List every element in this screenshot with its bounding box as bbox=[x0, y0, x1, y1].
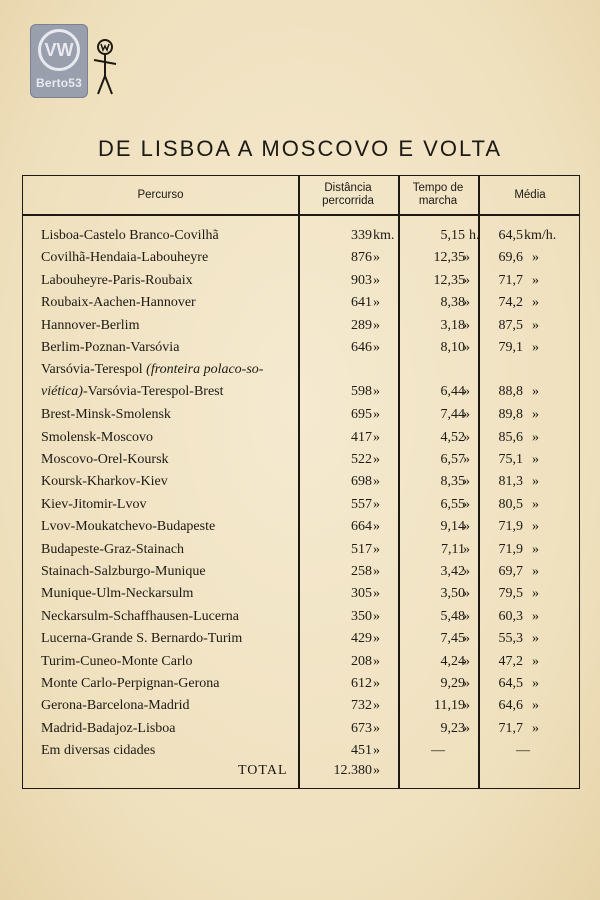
distance-unit: km. bbox=[373, 228, 395, 243]
ditto-mark: » bbox=[463, 250, 470, 266]
header-divider bbox=[23, 214, 579, 216]
row-values bbox=[23, 381, 579, 403]
ditto-mark: » bbox=[463, 272, 470, 288]
distance-value: 305 bbox=[351, 586, 372, 602]
ditto-mark: » bbox=[463, 720, 470, 736]
time-value: — bbox=[431, 743, 445, 759]
average-value: 75,1 bbox=[498, 452, 523, 467]
distance-value: 641 bbox=[351, 295, 372, 311]
time-value: 7,45 bbox=[440, 631, 465, 647]
ditto-mark: » bbox=[373, 564, 380, 579]
time-value: 8,10 bbox=[440, 340, 465, 355]
time-value: 6,57 bbox=[440, 452, 465, 467]
total-row bbox=[23, 760, 579, 782]
distance-value: 664 bbox=[351, 519, 372, 535]
time-value: 5,15 bbox=[440, 228, 465, 243]
distance-value: 557 bbox=[351, 496, 372, 512]
route-name: Labouheyre-Paris-Roubaix bbox=[41, 272, 193, 288]
time-value: 7,44 bbox=[440, 407, 465, 423]
ditto-mark: » bbox=[532, 541, 539, 557]
route-name: Neckarsulm-Schaffhausen-Lucerna bbox=[41, 608, 239, 624]
ditto-mark: » bbox=[373, 698, 380, 714]
table-row bbox=[23, 718, 579, 740]
ditto-mark: » bbox=[463, 317, 470, 333]
distance-value: 673 bbox=[351, 720, 372, 736]
header-media: Média bbox=[514, 188, 546, 201]
distance-value: 289 bbox=[351, 317, 372, 333]
distance-value: 598 bbox=[351, 384, 372, 400]
distance-value: 517 bbox=[351, 541, 372, 557]
route-name: Stainach-Salzburgo-Munique bbox=[41, 564, 206, 579]
average-value: 64,6 bbox=[498, 698, 523, 714]
table-row bbox=[23, 427, 579, 449]
average-value: 85,6 bbox=[498, 429, 523, 445]
average-value: 60,3 bbox=[498, 608, 523, 624]
time-value: 3,18 bbox=[440, 317, 465, 333]
ditto-mark: » bbox=[373, 676, 380, 691]
average-unit: km/h. bbox=[524, 228, 557, 243]
average-value: 71,7 bbox=[498, 272, 523, 288]
distance-value: 903 bbox=[351, 272, 372, 288]
route-name: Smolensk-Moscovo bbox=[41, 429, 153, 445]
table-row bbox=[23, 449, 579, 471]
average-value: 55,3 bbox=[498, 631, 523, 647]
table-row bbox=[23, 516, 579, 538]
table-row bbox=[23, 315, 579, 337]
ditto-mark: » bbox=[532, 564, 539, 579]
ditto-mark: » bbox=[373, 519, 380, 535]
time-value: 12,35 bbox=[433, 250, 465, 266]
watermark-text: Berto53 bbox=[35, 76, 83, 90]
distance-value: 646 bbox=[351, 340, 372, 355]
ditto-mark: » bbox=[463, 564, 470, 579]
time-value: 9,14 bbox=[440, 519, 465, 535]
distance-value: 350 bbox=[351, 608, 372, 624]
average-value: 79,5 bbox=[498, 586, 523, 602]
average-value: 81,3 bbox=[498, 474, 523, 490]
time-value: 12,35 bbox=[433, 272, 465, 288]
average-value: 64,5 bbox=[498, 676, 523, 691]
route-name: Moscovo-Orel-Koursk bbox=[41, 452, 169, 467]
ditto-mark: » bbox=[463, 452, 470, 467]
route-name: Covilhã-Hendaia-Labouheyre bbox=[41, 250, 209, 266]
total-value: 12.380 bbox=[333, 763, 372, 778]
average-value: 71,7 bbox=[498, 720, 523, 736]
ditto-mark: » bbox=[373, 317, 380, 333]
ditto-mark: » bbox=[463, 586, 470, 602]
table-row bbox=[23, 404, 579, 426]
ditto-mark: » bbox=[532, 340, 539, 355]
distance-value: 876 bbox=[351, 250, 372, 266]
table-row bbox=[23, 270, 579, 292]
vw-emblem-icon: VW bbox=[38, 29, 80, 71]
time-value: 8,35 bbox=[440, 474, 465, 490]
time-value: 3,42 bbox=[440, 564, 465, 579]
ditto-mark: » bbox=[373, 608, 380, 624]
table-row bbox=[23, 539, 579, 561]
table-row bbox=[23, 225, 579, 247]
route-name: Lucerna-Grande S. Bernardo-Turim bbox=[41, 631, 243, 647]
distance-value: 732 bbox=[351, 698, 372, 714]
route-text: -Varsóvia-Terespol-Brest bbox=[82, 384, 224, 400]
route-text: Varsóvia-Terespol bbox=[41, 362, 147, 378]
table-row bbox=[23, 583, 579, 605]
ditto-mark: » bbox=[373, 743, 380, 759]
ditto-mark: » bbox=[463, 474, 470, 490]
route-table bbox=[22, 175, 580, 789]
ditto-mark: » bbox=[463, 407, 470, 423]
time-unit: h. bbox=[469, 228, 480, 243]
ditto-mark: » bbox=[373, 452, 380, 467]
route-note: (fronteira polaco-so- bbox=[146, 362, 264, 378]
vw-logo bbox=[30, 24, 120, 104]
time-value: 6,55 bbox=[440, 496, 465, 512]
time-value: 7,11 bbox=[441, 541, 465, 557]
time-value: 9,23 bbox=[440, 720, 465, 736]
average-value: 74,2 bbox=[498, 295, 523, 311]
table-row bbox=[23, 359, 579, 403]
route-name: Berlim-Poznan-Varsóvia bbox=[41, 340, 180, 355]
ditto-mark: » bbox=[463, 653, 470, 669]
route-name: Kiev-Jitomir-Lvov bbox=[41, 496, 147, 512]
ditto-mark: » bbox=[532, 608, 539, 624]
time-value: 3,50 bbox=[440, 586, 465, 602]
ditto-mark: » bbox=[532, 452, 539, 467]
ditto-mark: » bbox=[463, 631, 470, 647]
route-name: Gerona-Barcelona-Madrid bbox=[41, 698, 190, 714]
route-name: Munique-Ulm-Neckarsulm bbox=[41, 586, 194, 602]
average-value: 89,8 bbox=[498, 407, 523, 423]
route-name: Hannover-Berlim bbox=[41, 317, 140, 333]
ditto-mark: » bbox=[373, 586, 380, 602]
time-value: 4,52 bbox=[440, 429, 465, 445]
ditto-mark: » bbox=[463, 340, 470, 355]
table-row bbox=[23, 561, 579, 583]
table-row bbox=[23, 606, 579, 628]
ditto-mark: » bbox=[463, 295, 470, 311]
ditto-mark: » bbox=[463, 541, 470, 557]
route-name: Brest-Minsk-Smolensk bbox=[41, 407, 171, 423]
table-row bbox=[23, 673, 579, 695]
table-row bbox=[23, 628, 579, 650]
time-value: 4,24 bbox=[440, 653, 465, 669]
ditto-mark: » bbox=[373, 407, 380, 423]
route-name: Em diversas cidades bbox=[41, 743, 156, 759]
ditto-mark: » bbox=[373, 631, 380, 647]
ditto-mark: » bbox=[373, 720, 380, 736]
route-name: Lvov-Moukatchevo-Budapeste bbox=[41, 519, 216, 535]
average-value: 88,8 bbox=[498, 384, 523, 400]
ditto-mark: » bbox=[532, 295, 539, 311]
route-name: Turim-Cuneo-Monte Carlo bbox=[41, 653, 193, 669]
ditto-mark: » bbox=[532, 317, 539, 333]
average-value: 80,5 bbox=[498, 496, 523, 512]
average-value: 69,7 bbox=[498, 564, 523, 579]
route-name: Monte Carlo-Perpignan-Gerona bbox=[41, 676, 220, 691]
distance-value: 258 bbox=[351, 564, 372, 579]
table-row bbox=[23, 651, 579, 673]
ditto-mark: » bbox=[532, 586, 539, 602]
ditto-mark: » bbox=[532, 407, 539, 423]
table-row bbox=[23, 292, 579, 314]
ditto-mark: » bbox=[373, 272, 380, 288]
ditto-mark: » bbox=[463, 608, 470, 624]
table-row bbox=[23, 740, 579, 762]
ditto-mark: » bbox=[463, 429, 470, 445]
time-value: 5,48 bbox=[440, 608, 465, 624]
ditto-mark: » bbox=[463, 496, 470, 512]
ditto-mark: » bbox=[532, 653, 539, 669]
distance-value: 522 bbox=[351, 452, 372, 467]
ditto-mark: » bbox=[463, 519, 470, 535]
header-percurso: Percurso bbox=[137, 188, 184, 201]
ditto-mark: » bbox=[532, 272, 539, 288]
average-value: 71,9 bbox=[498, 541, 523, 557]
stick-figure-icon bbox=[90, 38, 120, 98]
ditto-mark: » bbox=[532, 631, 539, 647]
ditto-mark: » bbox=[463, 698, 470, 714]
average-value: 69,6 bbox=[498, 250, 523, 266]
table-row bbox=[23, 247, 579, 269]
ditto-mark: » bbox=[373, 250, 380, 266]
vw-badge bbox=[30, 24, 88, 98]
ditto-mark: » bbox=[532, 496, 539, 512]
time-value: 9,29 bbox=[440, 676, 465, 691]
table-row bbox=[23, 695, 579, 717]
average-value: — bbox=[516, 743, 530, 759]
total-label: TOTAL bbox=[238, 763, 288, 778]
ditto-mark: » bbox=[532, 474, 539, 490]
distance-value: 208 bbox=[351, 653, 372, 669]
ditto-mark: » bbox=[532, 720, 539, 736]
average-value: 47,2 bbox=[498, 653, 523, 669]
table-row bbox=[23, 337, 579, 359]
route-name: Budapeste-Graz-Stainach bbox=[41, 541, 185, 557]
ditto-mark: » bbox=[532, 429, 539, 445]
ditto-mark: » bbox=[373, 474, 380, 490]
ditto-mark: » bbox=[373, 541, 380, 557]
distance-value: 695 bbox=[351, 407, 372, 423]
table-row bbox=[23, 494, 579, 516]
ditto-mark: » bbox=[373, 384, 380, 400]
route-name: Lisboa-Castelo Branco-Covilhã bbox=[41, 228, 219, 243]
route-name: Koursk-Kharkov-Kiev bbox=[41, 474, 168, 490]
ditto-mark: » bbox=[373, 295, 380, 311]
ditto-mark: » bbox=[373, 340, 380, 355]
route-name: Madrid-Badajoz-Lisboa bbox=[41, 720, 176, 736]
average-value: 64,5 bbox=[498, 228, 523, 243]
ditto-mark: » bbox=[373, 763, 380, 778]
ditto-mark: » bbox=[532, 676, 539, 691]
time-value: 6,44 bbox=[440, 384, 465, 400]
distance-value: 451 bbox=[351, 743, 372, 759]
ditto-mark: » bbox=[373, 653, 380, 669]
distance-value: 339 bbox=[351, 228, 372, 243]
average-value: 79,1 bbox=[498, 340, 523, 355]
ditto-mark: » bbox=[463, 384, 470, 400]
ditto-mark: » bbox=[532, 250, 539, 266]
route-note: viética) bbox=[41, 384, 83, 400]
distance-value: 429 bbox=[351, 631, 372, 647]
time-value: 11,19 bbox=[434, 698, 465, 714]
average-value: 71,9 bbox=[498, 519, 523, 535]
header-distancia: Distância percorrida bbox=[322, 182, 374, 207]
table-row bbox=[23, 471, 579, 493]
route-name bbox=[41, 359, 263, 381]
ditto-mark: » bbox=[532, 698, 539, 714]
header-tempo: Tempo de marcha bbox=[412, 182, 464, 207]
time-value: 8,38 bbox=[440, 295, 465, 311]
distance-value: 612 bbox=[351, 676, 372, 691]
ditto-mark: » bbox=[463, 676, 470, 691]
average-value: 87,5 bbox=[498, 317, 523, 333]
ditto-mark: » bbox=[532, 384, 539, 400]
ditto-mark: » bbox=[532, 519, 539, 535]
route-name: Roubaix-Aachen-Hannover bbox=[41, 295, 196, 311]
distance-value: 698 bbox=[351, 474, 372, 490]
ditto-mark: » bbox=[373, 496, 380, 512]
ditto-mark: » bbox=[373, 429, 380, 445]
distance-value: 417 bbox=[351, 429, 372, 445]
page-title: DE LISBOA A MOSCOVO E VOLTA bbox=[97, 136, 503, 161]
